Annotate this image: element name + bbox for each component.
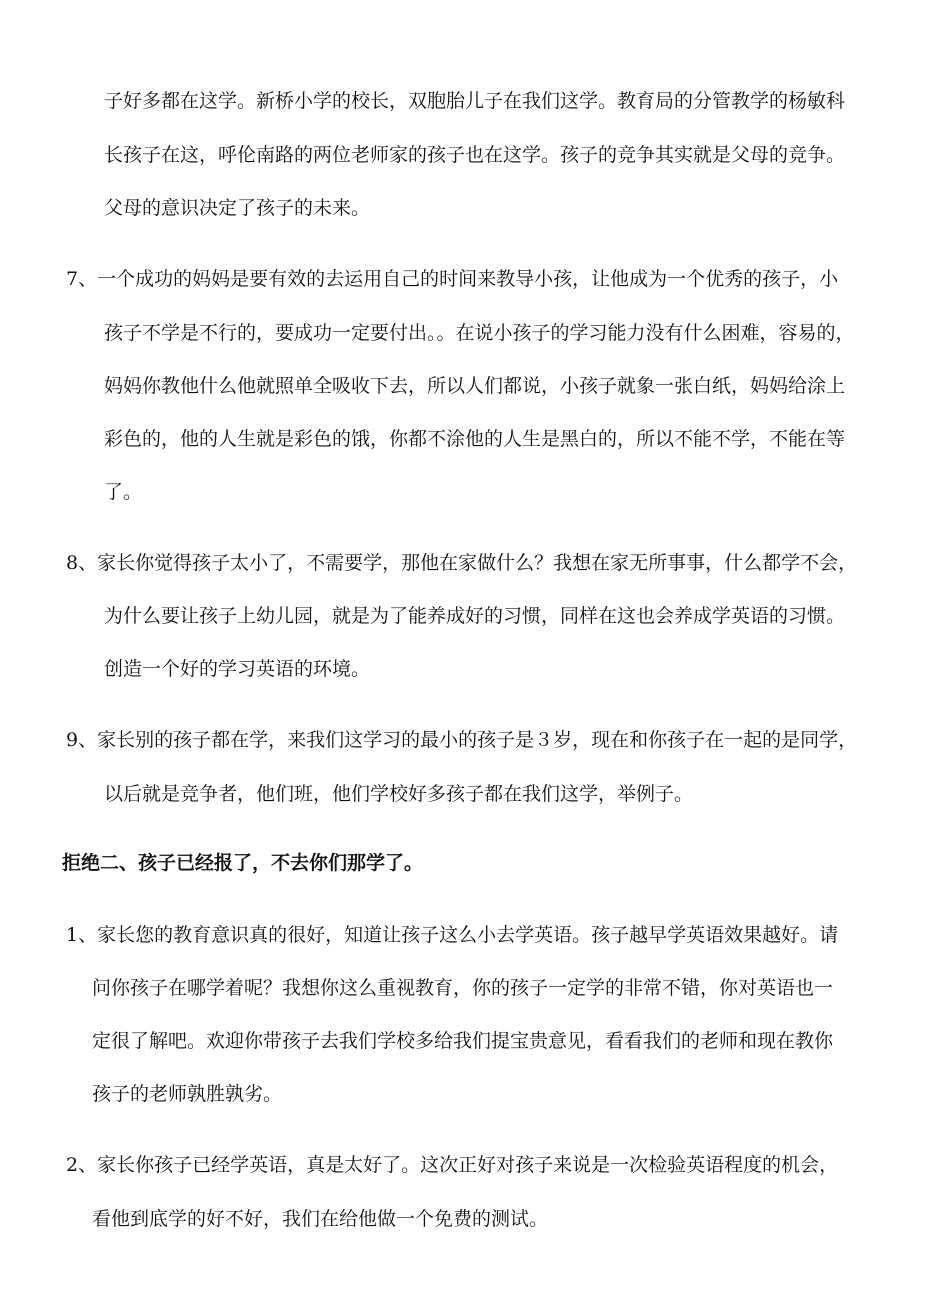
list-item-7-line: 彩色的，他的人生就是彩色的饿，你都不涂他的人生是黑白的，所以不能不学，不能在等 xyxy=(104,428,846,450)
list-item-9-line: 以后就是竞争者，他们班，他们学校好多孩子都在我们这学，举例子。 xyxy=(104,783,694,805)
paragraph-line: 长孩子在这，呼伦南路的两位老师家的孩子也在这学。孩子的竞争其实就是父母的竞争。 xyxy=(104,144,846,166)
list-item-9-line: 9、家长别的孩子都在学，来我们这学习的最小的孩子是３岁，现在和你孩子在一起的是同学， xyxy=(66,729,858,751)
list-item-7-line: 孩子不学是不行的，要成功一定要付出。。在说小孩子的学习能力没有什么困难，容易的， xyxy=(104,322,855,344)
section-2-item-2-line: 看他到底学的好不好，我们在给他做一个免费的测试。 xyxy=(92,1208,549,1230)
section-heading: 拒绝二、孩子已经报了，不去你们那学了。 xyxy=(62,852,424,874)
section-2-item-1-line: 1、家长您的教育意识真的很好，知道让孩子这么小去学英语。孩子越早学英语效果越好。请 xyxy=(66,924,839,946)
list-item-7-line: 妈妈你教他什么他就照单全吸收下去，所以人们都说，小孩子就象一张白纸，妈妈给涂上 xyxy=(104,375,846,397)
section-2-item-1-line: 孩子的老师孰胜孰劣。 xyxy=(92,1083,283,1105)
list-item-7-line: 了。 xyxy=(104,481,143,503)
section-2-item-1-line: 问你孩子在哪学着呢？我想你这么重视教育，你的孩子一定学的非常不错，你对英语也一 xyxy=(92,977,834,999)
list-item-8-line: 8、家长你觉得孩子太小了，不需要学，那他在家做什么？我想在家无所事事，什么都学不会， xyxy=(66,552,858,574)
list-item-8-line: 为什么要让孩子上幼儿园，就是为了能养成好的习惯，同样在这也会养成学英语的习惯。 xyxy=(104,605,846,627)
section-2-item-1-line: 定很了解吧。欢迎你带孩子去我们学校多给我们提宝贵意见，看看我们的老师和现在教你 xyxy=(92,1030,834,1052)
paragraph-line: 子好多都在这学。新桥小学的校长，双胞胎儿子在我们这学。教育局的分管教学的杨敏科 xyxy=(104,90,846,112)
paragraph-line: 父母的意识决定了孩子的未来。 xyxy=(104,197,371,219)
list-item-8-line: 创造一个好的学习英语的环境。 xyxy=(104,658,371,680)
section-2-item-2-line: 2、家长你孩子已经学英语，真是太好了。这次正好对孩子来说是一次检验英语程度的机会， xyxy=(66,1154,839,1176)
list-item-7-line: 7、一个成功的妈妈是要有效的去运用自己的时间来教导小孩，让他成为一个优秀的孩子，小 xyxy=(66,268,839,290)
